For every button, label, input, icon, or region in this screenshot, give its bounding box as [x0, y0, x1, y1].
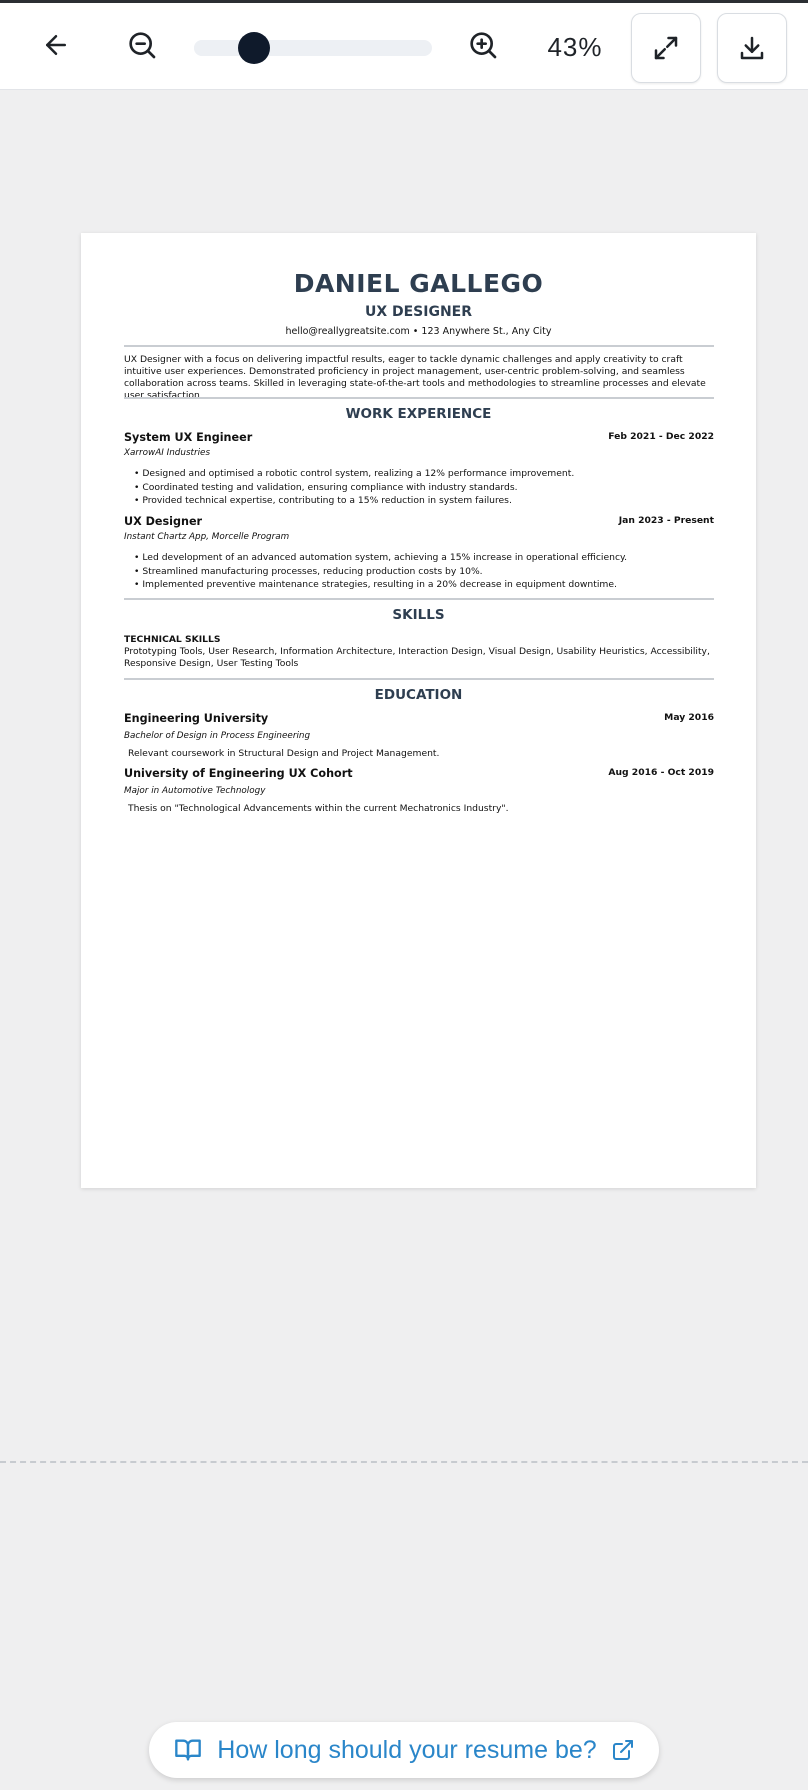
viewer-toolbar: [0, 0, 808, 90]
job-organization: XarrowAI Industries: [124, 448, 211, 458]
resume-role: UX DESIGNER: [364, 304, 473, 320]
resume-page: [81, 233, 756, 1188]
education-note: Relevant coursework in Structural Design and Project Management.: [128, 748, 440, 759]
zoom-out-button[interactable]: [122, 25, 162, 65]
list-item: • Designed and optimised a robotic control system, realizing a 12% performance improvement.: [134, 467, 714, 481]
education-date: Aug 2016 - Oct 2019: [608, 767, 714, 778]
zoom-in-icon: [467, 29, 499, 61]
divider: [124, 678, 714, 680]
zoom-in-button[interactable]: [463, 25, 503, 65]
book-icon: [173, 1736, 203, 1764]
fullscreen-button[interactable]: [631, 13, 701, 83]
job-date: Feb 2021 - Dec 2022: [608, 431, 714, 442]
divider: [124, 397, 714, 399]
job-bullets: [134, 551, 714, 592]
job-date: Jan 2023 - Present: [618, 515, 714, 526]
expand-icon: [651, 33, 681, 63]
resume-contact: hello@reallygreatsite.com • 123 Anywhere St., Any City: [285, 326, 552, 337]
education-degree: Major in Automotive Technology: [124, 786, 266, 796]
zoom-level-label: 43%: [547, 32, 603, 62]
zoom-out-icon: [126, 29, 158, 61]
download-icon: [737, 33, 767, 63]
skills-text: Prototyping Tools, User Research, Information Architecture, Interaction Design, Visual Design, Usability Heuristics, Accessibility, Responsive Design, User Testing Tools: [124, 646, 710, 669]
job-organization: Instant Chartz App, Morcelle Program: [124, 532, 290, 542]
education-degree: Bachelor of Design in Process Engineering: [124, 731, 311, 741]
zoom-slider[interactable]: [194, 40, 432, 56]
help-link-label: How long should your resume be?: [217, 1735, 597, 1764]
education-school: Engineering University: [124, 712, 269, 725]
job-bullets: [134, 467, 714, 508]
section-title-education: EDUCATION: [374, 687, 463, 703]
section-title-work: WORK EXPERIENCE: [345, 406, 492, 422]
list-item: • Coordinated testing and validation, ensuring compliance with industry standards.: [134, 481, 714, 495]
job-title: System UX Engineer: [124, 431, 253, 444]
list-item: • Provided technical expertise, contributing to a 15% reduction in system failures.: [134, 494, 714, 508]
resume-length-help-link[interactable]: [149, 1722, 659, 1778]
skills-heading: TECHNICAL SKILLS: [124, 634, 221, 645]
page-break-divider: [0, 1461, 808, 1463]
external-link-icon: [611, 1738, 635, 1762]
education-school: University of Engineering UX Cohort: [124, 767, 353, 780]
divider: [124, 598, 714, 600]
arrow-left-icon: [41, 30, 71, 60]
divider: [124, 345, 714, 347]
education-date: May 2016: [664, 712, 714, 723]
job-title: UX Designer: [124, 515, 203, 528]
zoom-slider-handle[interactable]: [238, 32, 270, 64]
list-item: • Streamlined manufacturing processes, reducing production costs by 10%.: [134, 565, 714, 579]
download-button[interactable]: [717, 13, 787, 83]
back-button[interactable]: [36, 25, 76, 65]
resume-name: DANIEL GALLEGO: [293, 269, 544, 298]
list-item: • Implemented preventive maintenance strategies, resulting in a 20% decrease in equipment downtime.: [134, 578, 714, 592]
resume-summary: UX Designer with a focus on delivering impactful results, eager to tackle dynamic challenges and apply creativity to craft intuitive user experiences. Demonstrated proficiency in project management, user-centric problem-solving, and seamless collaboration across teams. Skilled in leveraging state-of-the-art tools and methodologies to streamline processes and elevate user satisfaction: [124, 354, 706, 401]
education-note: Thesis on "Technological Advancements within the current Mechatronics Industry".: [128, 803, 509, 814]
section-title-skills: SKILLS: [392, 607, 445, 623]
list-item: • Led development of an advanced automation system, achieving a 15% increase in operational efficiency.: [134, 551, 714, 565]
